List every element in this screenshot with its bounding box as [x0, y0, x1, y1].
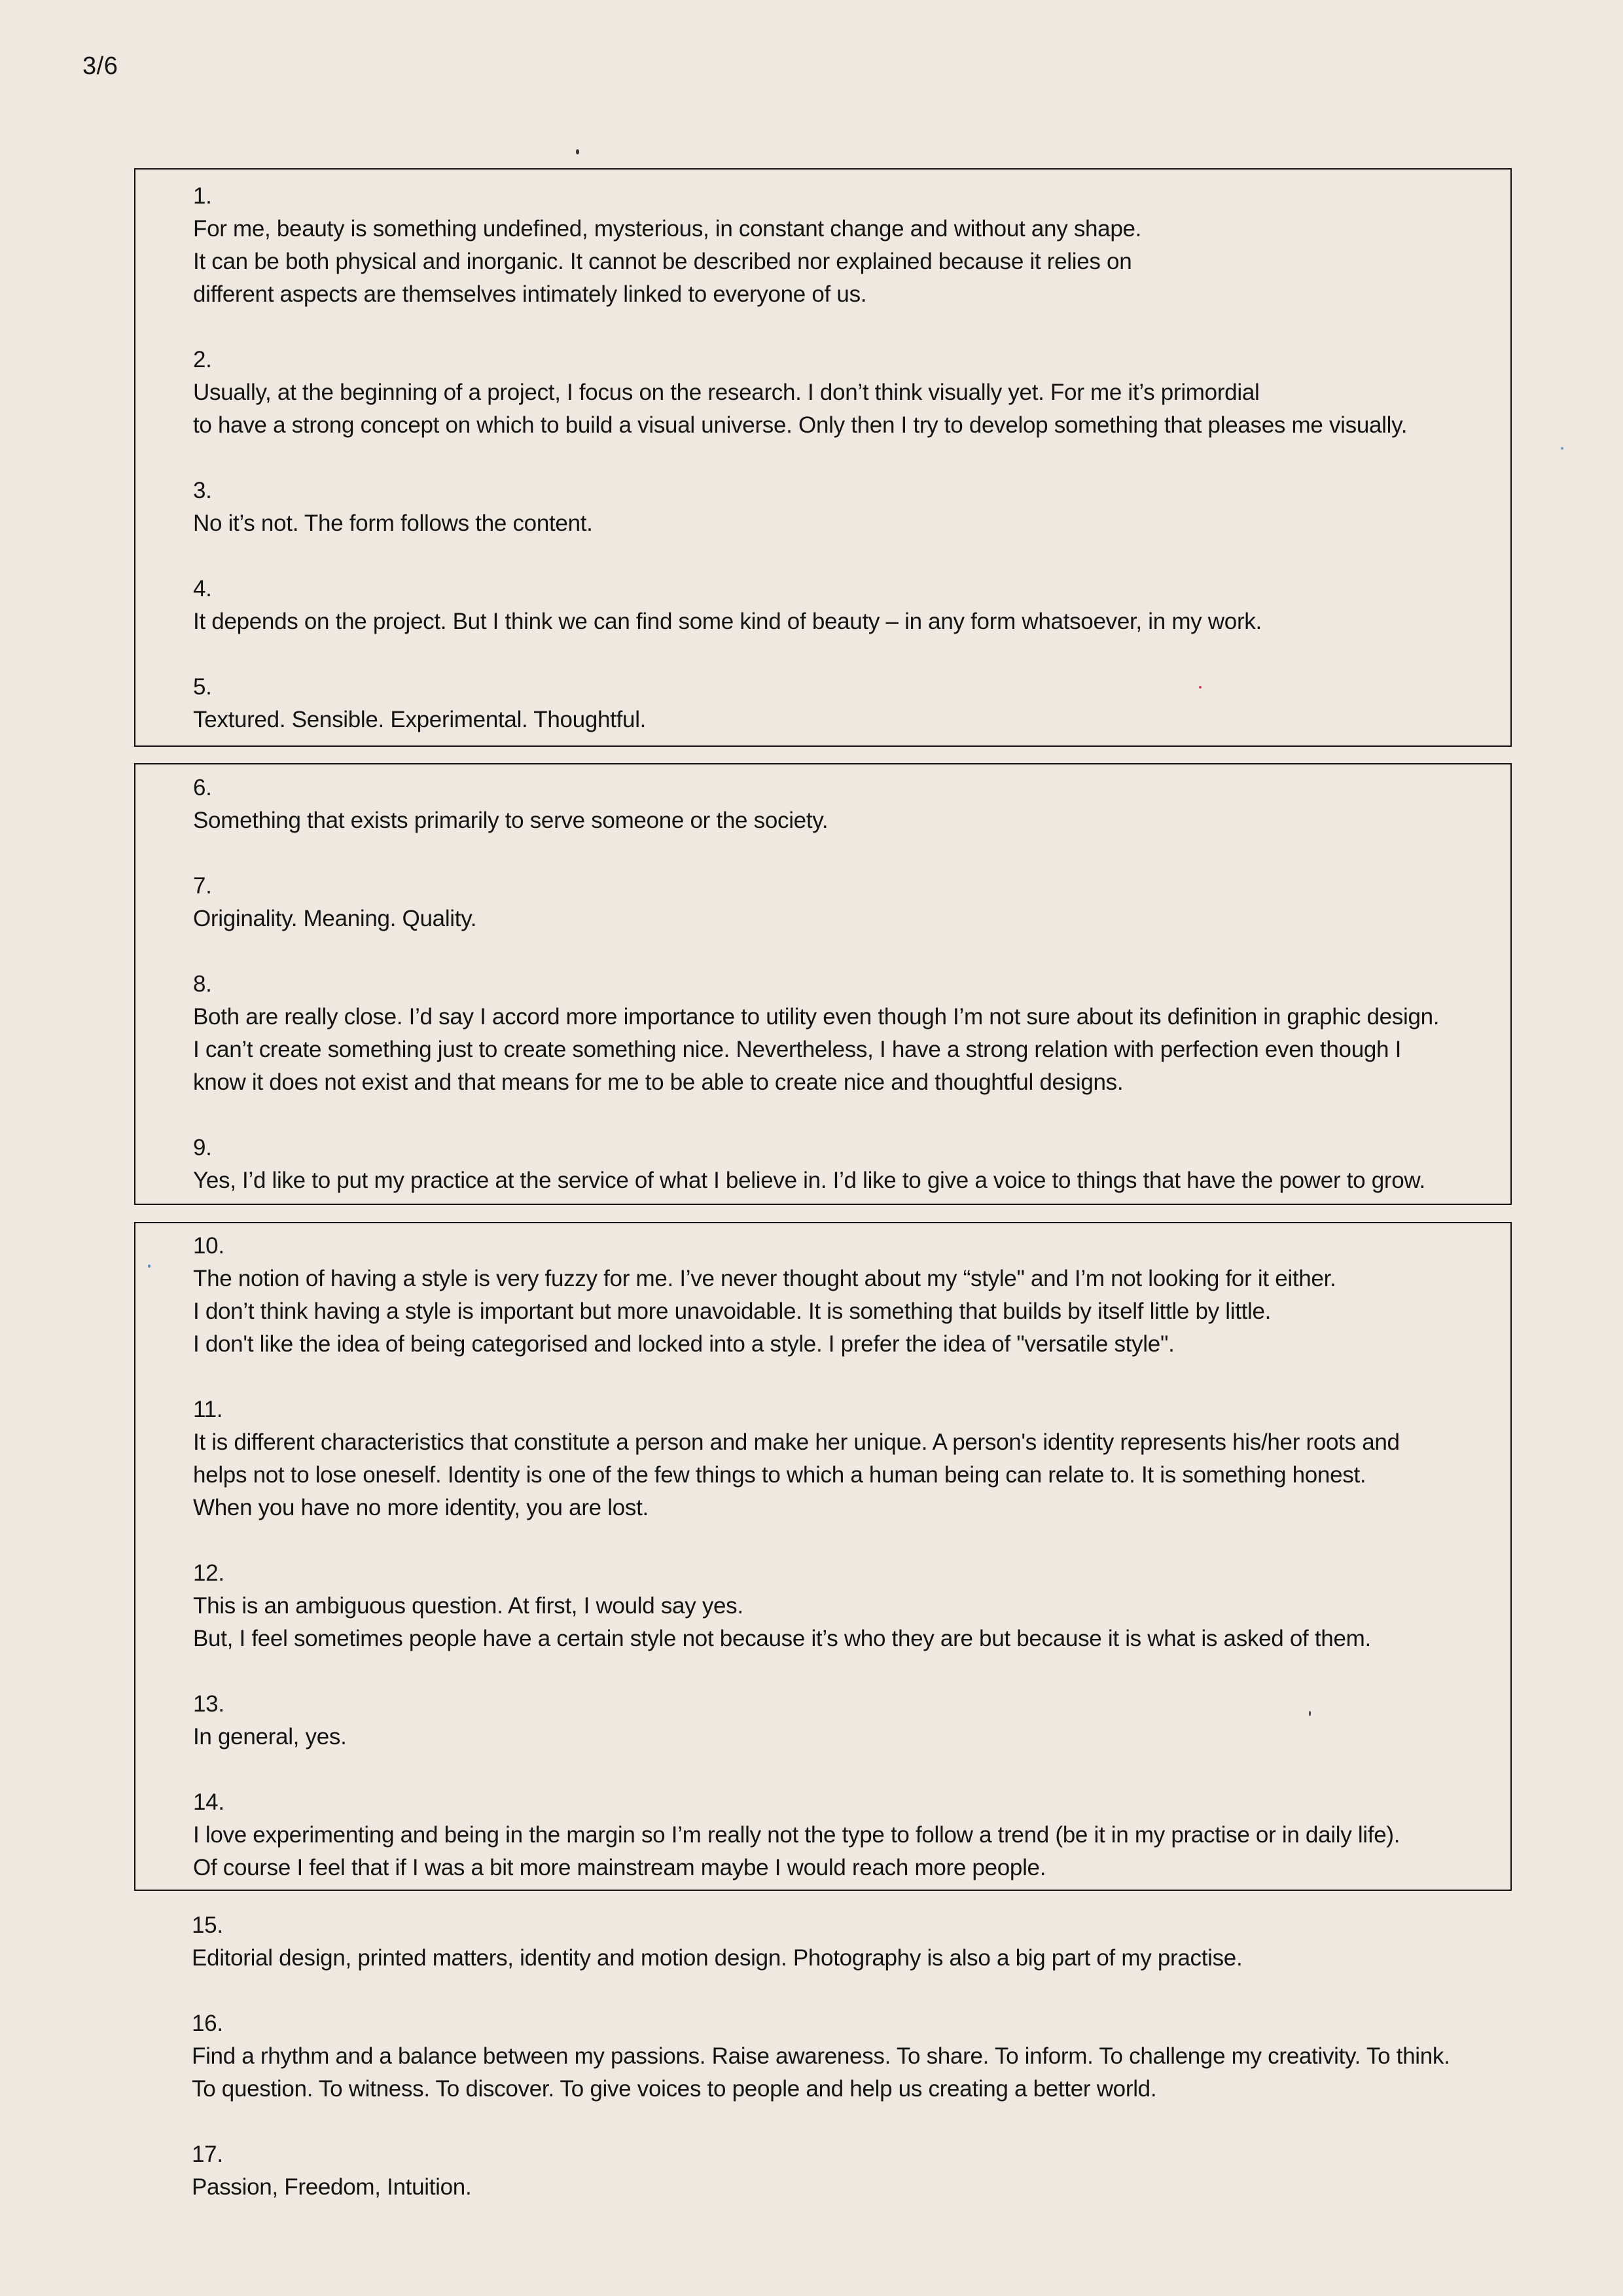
- answer-list: [193, 180, 1510, 736]
- answer-item: [193, 573, 1510, 638]
- question-number: 5.: [193, 674, 212, 700]
- answer-text-line: Originality. Meaning. Quality.: [193, 906, 477, 931]
- answer-list: [193, 1230, 1510, 1884]
- answer-text-line: I don't like the idea of being categorised and locked into a style. I prefer the idea of "versatile style".: [193, 1331, 1175, 1357]
- question-number: 3.: [193, 478, 212, 503]
- answer-text-line: It can be both physical and inorganic. It cannot be described nor explained because it relies on: [193, 249, 1132, 274]
- answers-box-1: [134, 168, 1512, 747]
- answer-text-line: Textured. Sensible. Experimental. Thoughtful.: [193, 707, 647, 732]
- answer-text-line: Yes, I’d like to put my practice at the service of what I believe in. I’d like to give a voice to things that have the power to grow.: [193, 1168, 1425, 1193]
- question-number: 11.: [193, 1397, 223, 1422]
- question-number: 13.: [193, 1691, 224, 1717]
- answer-item: [193, 968, 1510, 1099]
- question-number: 17.: [192, 2142, 223, 2167]
- question-number: 6.: [193, 775, 212, 800]
- answer-text-line: In general, yes.: [193, 1724, 347, 1749]
- answer-list: [193, 772, 1510, 1197]
- answer-text-line: Editorial design, printed matters, identity and motion design. Photography is also a big part of my practise.: [192, 1945, 1243, 1971]
- answer-text-line: It is different characteristics that constitute a person and make her unique. A person's identity represents his/her roots and: [193, 1429, 1400, 1455]
- answer-item: [193, 1688, 1510, 1753]
- question-number: 8.: [193, 971, 212, 997]
- answer-text-line: I don’t think having a style is important but more unavoidable. It is something that builds by itself little by little.: [193, 1299, 1272, 1324]
- answer-text-line: I can’t create something just to create something nice. Nevertheless, I have a strong relation with perfection even though I: [193, 1037, 1402, 1062]
- question-number: 7.: [193, 873, 212, 899]
- answer-item: [193, 772, 1510, 837]
- answer-item: [192, 2138, 1450, 2204]
- answer-item: [193, 1132, 1510, 1197]
- answer-item: [193, 344, 1510, 442]
- paper-speck: [1561, 447, 1563, 450]
- answer-text-line: When you have no more identity, you are lost.: [193, 1495, 649, 1520]
- answer-text-line: Both are really close. I’d say I accord more importance to utility even though I’m not sure about its definition in graphic design.: [193, 1004, 1440, 1030]
- answers-box-3: [134, 1222, 1512, 1891]
- answer-text-line: to have a strong concept on which to build a visual universe. Only then I try to develop something that pleases me visually.: [193, 412, 1408, 438]
- answer-text-line: Find a rhythm and a balance between my passions. Raise awareness. To share. To inform. To challenge my creativity. To think.: [192, 2043, 1450, 2069]
- question-number: 14.: [193, 1789, 224, 1815]
- answer-item: [192, 2007, 1450, 2106]
- answer-item: [193, 475, 1510, 540]
- answer-text-line: No it’s not. The form follows the content.: [193, 511, 593, 536]
- answer-item: [193, 870, 1510, 935]
- answer-item: [193, 1393, 1510, 1524]
- question-number: 9.: [193, 1135, 212, 1160]
- paper-speck: [576, 149, 579, 154]
- answer-text-line: helps not to lose oneself. Identity is one of the few things to which a human being can relate to. It is something honest.: [193, 1462, 1366, 1488]
- answers-box-2: [134, 763, 1512, 1205]
- answer-text-line: The notion of having a style is very fuzzy for me. I’ve never thought about my “style" and I’m not looking for it either.: [193, 1266, 1336, 1291]
- answer-text-line: Of course I feel that if I was a bit more mainstream maybe I would reach more people.: [193, 1855, 1046, 1880]
- answer-list-unboxed: [192, 1909, 1450, 2204]
- answer-text-line: This is an ambiguous question. At first, I would say yes.: [193, 1593, 743, 1619]
- answer-text-line: Passion, Freedom, Intuition.: [192, 2174, 472, 2200]
- answer-item: [193, 1557, 1510, 1655]
- answer-item: [193, 1786, 1510, 1884]
- answer-item: [193, 1230, 1510, 1361]
- answer-text-line: To question. To witness. To discover. To give voices to people and help us creating a better world.: [192, 2076, 1157, 2102]
- question-number: 1.: [193, 183, 212, 209]
- answer-text-line: Usually, at the beginning of a project, I focus on the research. I don’t think visually yet. For me it’s primordial: [193, 380, 1260, 405]
- answer-text-line: different aspects are themselves intimately linked to everyone of us.: [193, 281, 867, 307]
- answer-text-line: It depends on the project. But I think we can find some kind of beauty – in any form whatsoever, in my work.: [193, 609, 1262, 634]
- answer-item: [192, 1909, 1450, 1975]
- question-number: 4.: [193, 576, 212, 601]
- answer-item: [193, 180, 1510, 311]
- page-number: 3/6: [82, 52, 118, 80]
- answer-text-line: Something that exists primarily to serve someone or the society.: [193, 808, 829, 833]
- question-number: 15.: [192, 1912, 223, 1938]
- answer-text-line: For me, beauty is something undefined, mysterious, in constant change and without any shape.: [193, 216, 1142, 242]
- answer-text-line: I love experimenting and being in the margin so I’m really not the type to follow a trend (be it in my practise or in daily life).: [193, 1822, 1400, 1848]
- answer-item: [193, 671, 1510, 736]
- answer-text-line: But, I feel sometimes people have a certain style not because it’s who they are but because it is what is asked of them.: [193, 1626, 1371, 1651]
- question-number: 10.: [193, 1233, 224, 1259]
- answer-text-line: know it does not exist and that means for me to be able to create nice and thoughtful designs.: [193, 1069, 1124, 1095]
- question-number: 16.: [192, 2011, 223, 2036]
- question-number: 2.: [193, 347, 212, 372]
- question-number: 12.: [193, 1560, 224, 1586]
